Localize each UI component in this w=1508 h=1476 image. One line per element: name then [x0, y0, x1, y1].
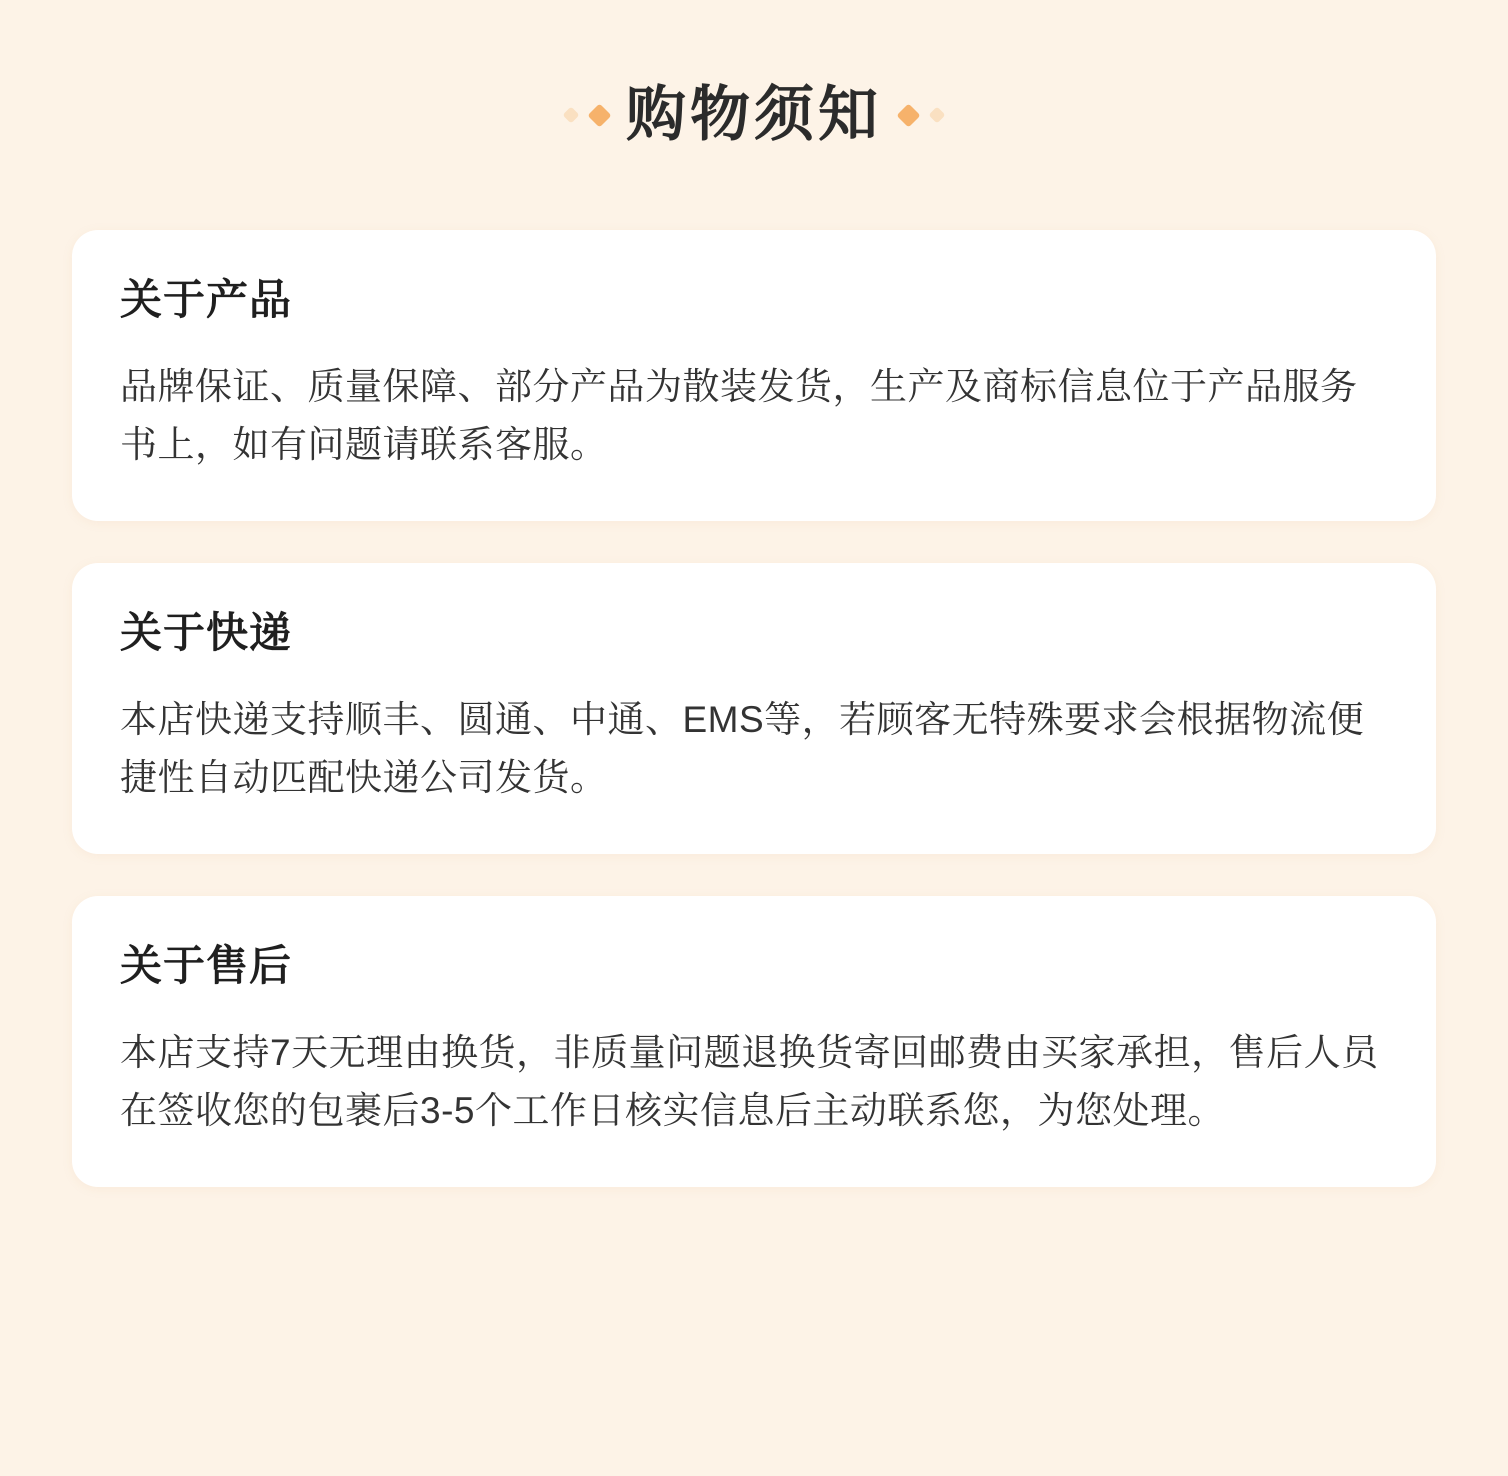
notice-card-aftersales	[72, 896, 1436, 1187]
diamond-small-icon	[929, 107, 946, 124]
card-title: 关于售后	[120, 941, 293, 989]
page-title: 购物须知	[626, 81, 882, 148]
notice-card-list	[72, 230, 1436, 1187]
card-body: 本店快递支持顺丰、圆通、中通、EMS等，若顾客无特殊要求会根据物流便捷性自动匹配快递公司发货。	[120, 699, 1365, 798]
notice-card-shipping	[72, 563, 1436, 854]
notice-card-product	[72, 230, 1436, 521]
diamond-icon	[896, 103, 920, 127]
card-title: 关于产品	[120, 276, 293, 323]
page-header	[72, 0, 1436, 230]
card-title: 关于快递	[120, 608, 293, 656]
right-ornament-group	[900, 107, 943, 124]
diamond-small-icon	[563, 107, 580, 124]
diamond-icon	[587, 103, 611, 127]
left-ornament-group	[565, 107, 608, 124]
card-body: 本店支持7天无理由换货，非质量问题退换货寄回邮费由买家承担，售后人员在签收您的包裹后3-5个工作日核实信息后主动联系您，为您处理。	[120, 1032, 1379, 1131]
card-body: 品牌保证、质量保障、部分产品为散装发货，生产及商标信息位于产品服务书上，如有问题请联系客服。	[120, 366, 1358, 465]
